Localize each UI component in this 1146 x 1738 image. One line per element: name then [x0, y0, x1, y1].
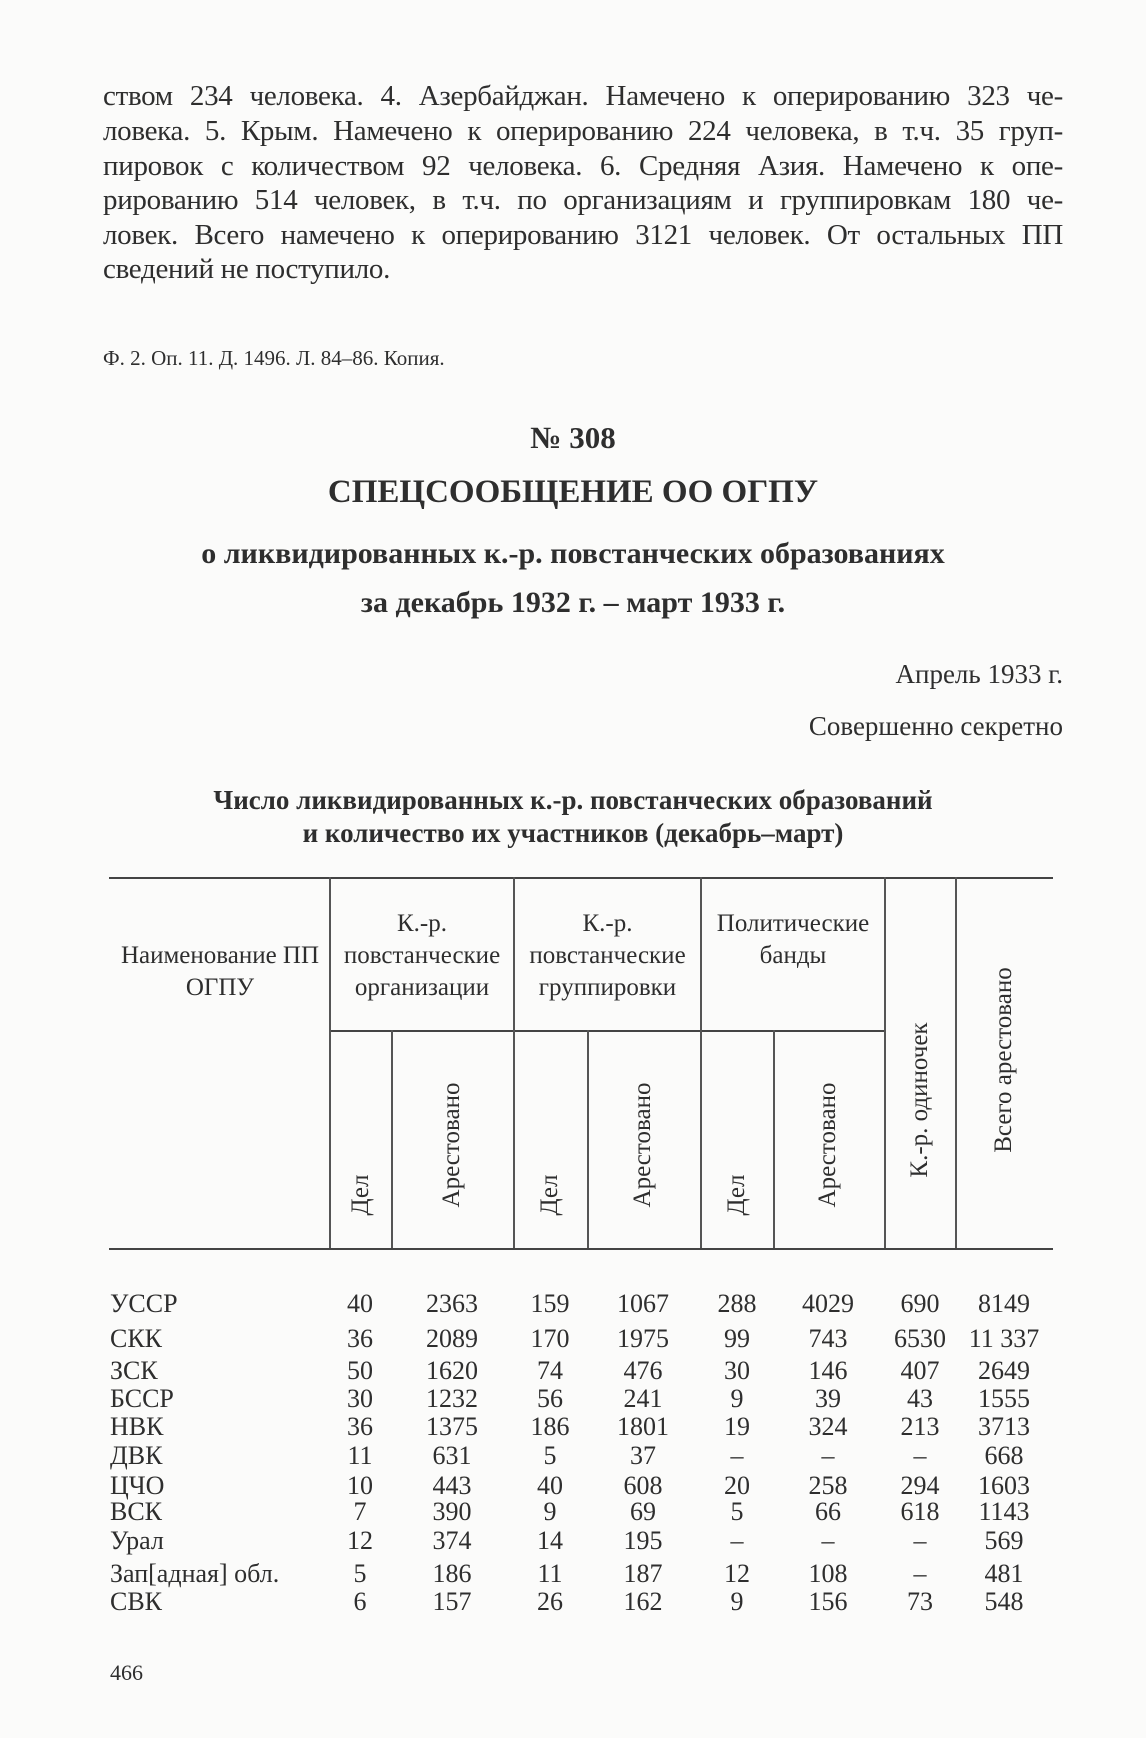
table-cell: 162	[623, 1587, 663, 1616]
table-cell: 74	[537, 1356, 563, 1385]
document-subtitle-1: о ликвидированных к.-р. повстанческих образованиях	[201, 537, 945, 570]
table-cell: 2363	[426, 1289, 478, 1318]
table-cell: 213	[900, 1412, 940, 1441]
table-cell: 43	[907, 1384, 933, 1413]
text-line: сведений не поступило.	[103, 253, 391, 285]
column-divider	[955, 877, 957, 1248]
table-cell: 69	[630, 1497, 656, 1526]
table-cell: 294	[900, 1471, 940, 1500]
table-cell: 608	[623, 1471, 663, 1500]
header-arrested: Арестовано	[629, 1082, 656, 1208]
table-cell: 1143	[978, 1497, 1030, 1526]
table-cell: 4029	[802, 1289, 854, 1318]
table-cell: 481	[984, 1559, 1024, 1588]
table-cell: 3713	[978, 1412, 1030, 1441]
table-cell: 407	[900, 1356, 940, 1385]
row-label: НВК	[110, 1412, 164, 1441]
table-cell: 1555	[978, 1384, 1030, 1413]
table-cell: 743	[808, 1324, 848, 1353]
table-cell: 631	[432, 1441, 472, 1470]
table-cell: 5	[730, 1497, 744, 1526]
header-bands: Политические банды	[716, 910, 870, 969]
document-title: СПЕЦСООБЩЕНИЕ ОО ОГПУ	[327, 474, 819, 510]
table-cell: –	[821, 1441, 835, 1470]
table-cell: 6	[353, 1587, 367, 1616]
table-title-2: и количество их участников (декабрь–март)	[302, 818, 844, 848]
header-singles: К.-р. одиночек	[906, 1022, 933, 1178]
column-divider	[391, 1030, 393, 1248]
table-cell: 195	[623, 1526, 663, 1555]
table-cell: 50	[347, 1356, 373, 1385]
document-number: № 308	[530, 420, 616, 455]
column-divider	[700, 877, 702, 1248]
table-cell: 324	[808, 1412, 848, 1441]
table-cell: 1620	[426, 1356, 478, 1385]
table-cell: 26	[537, 1587, 563, 1616]
row-label: ДВК	[110, 1441, 163, 1470]
table-cell: 5	[543, 1441, 557, 1470]
table-cell: 1975	[617, 1324, 669, 1353]
header-groupings: К.-р. повстанческие группировки	[529, 910, 686, 1001]
row-label: БССР	[110, 1384, 174, 1413]
table-cell: 2649	[978, 1356, 1030, 1385]
table-cell: 1603	[978, 1471, 1030, 1500]
header-arrested: Арестовано	[438, 1082, 465, 1208]
text-line: ством 234 человека. 4. Азербайджан. Намечено к оперированию 323 че-	[103, 80, 1063, 112]
table-cell: 10	[347, 1471, 373, 1500]
table-cell: 6530	[894, 1324, 946, 1353]
row-label: УССР	[110, 1289, 178, 1318]
table-cell: 443	[432, 1471, 472, 1500]
table-cell: 668	[984, 1441, 1024, 1470]
table-cell: –	[913, 1526, 927, 1555]
table-cell: 40	[347, 1289, 373, 1318]
table-cell: 1801	[617, 1412, 669, 1441]
table-cell: 9	[730, 1587, 744, 1616]
table-title-1: Число ликвидированных к.-р. повстанческих образований	[213, 785, 933, 815]
table-cell: 36	[347, 1324, 373, 1353]
table-cell: 73	[907, 1587, 933, 1616]
table-cell: 39	[815, 1384, 841, 1413]
table-cell: 690	[900, 1289, 940, 1318]
table-cell: 66	[815, 1497, 841, 1526]
table-cell: 618	[900, 1497, 940, 1526]
table-cell: 1375	[426, 1412, 478, 1441]
row-label: Зап[адная] обл.	[110, 1559, 280, 1588]
table-cell: 56	[537, 1384, 563, 1413]
row-label: ЦЧО	[110, 1471, 165, 1500]
table-cell: 170	[530, 1324, 570, 1353]
table-cell: 20	[724, 1471, 750, 1500]
document-date: Апрель 1933 г.	[895, 659, 1063, 689]
row-label: СВК	[110, 1587, 163, 1616]
table-cell: 99	[724, 1324, 750, 1353]
header-organizations: К.-р. повстанческие организации	[343, 910, 501, 1001]
table-cell: 548	[984, 1587, 1024, 1616]
table-cell: –	[821, 1526, 835, 1555]
header-cases: Дел	[347, 1174, 374, 1216]
column-divider	[329, 877, 331, 1248]
table-cell: 146	[808, 1356, 848, 1385]
table-cell: 186	[432, 1559, 472, 1588]
table-cell: 569	[984, 1526, 1024, 1555]
table-cell: 37	[630, 1441, 656, 1470]
table-cell: 19	[724, 1412, 750, 1441]
table-cell: 36	[347, 1412, 373, 1441]
table-cell: 40	[537, 1471, 563, 1500]
table-cell: 8149	[978, 1289, 1030, 1318]
table-cell: 374	[432, 1526, 472, 1555]
row-label: Урал	[110, 1526, 164, 1555]
table-cell: 1067	[617, 1289, 669, 1318]
table-cell: 1232	[426, 1384, 478, 1413]
table-cell: 30	[724, 1356, 750, 1385]
table-cell: 2089	[426, 1324, 478, 1353]
document-subtitle-2: за декабрь 1932 г. – март 1933 г.	[360, 586, 786, 619]
table-cell: 11	[347, 1441, 373, 1470]
table-cell: 108	[808, 1559, 848, 1588]
column-divider	[513, 877, 515, 1248]
column-divider	[773, 1030, 775, 1248]
table-cell: –	[730, 1441, 744, 1470]
header-name: Наименование ПП ОГПУ	[120, 942, 320, 1001]
source-note: Ф. 2. Оп. 11. Д. 1496. Л. 84–86. Копия.	[103, 346, 445, 370]
text-line: пировок с количеством 92 человека. 6. Средняя Азия. Намечено к опе-	[103, 150, 1063, 182]
table-cell: 5	[353, 1559, 367, 1588]
text-line: ловека. 5. Крым. Намечено к оперированию 224 человека, в т.ч. 35 груп-	[103, 115, 1063, 147]
header-arrested: Арестовано	[814, 1082, 841, 1208]
table-cell: 7	[353, 1497, 367, 1526]
table-cell: –	[913, 1441, 927, 1470]
table-cell: 12	[724, 1559, 750, 1588]
table-cell: 241	[623, 1384, 663, 1413]
table-cell: –	[913, 1559, 927, 1588]
table-cell: 156	[808, 1587, 848, 1616]
column-divider	[884, 877, 886, 1248]
table-cell: 157	[432, 1587, 472, 1616]
table-top-rule	[109, 877, 1053, 879]
table-cell: 186	[530, 1412, 570, 1441]
table-cell: 9	[543, 1497, 557, 1526]
table-cell: 12	[347, 1526, 373, 1555]
table-cell: 288	[717, 1289, 757, 1318]
header-bottom-rule	[109, 1248, 1053, 1250]
table-cell: 187	[623, 1559, 663, 1588]
header-total: Всего арестовано	[990, 967, 1017, 1153]
table-cell: 9	[730, 1384, 744, 1413]
column-divider	[587, 1030, 589, 1248]
table-cell: 11	[537, 1559, 563, 1588]
page-number: 466	[110, 1660, 143, 1685]
table-cell: 159	[530, 1289, 570, 1318]
classification-stamp: Совершенно секретно	[808, 711, 1063, 741]
text-line: ловек. Всего намечено к оперированию 3121 человек. От остальных ПП	[103, 219, 1063, 251]
table-cell: 476	[623, 1356, 663, 1385]
table-cell: 11 337	[968, 1324, 1040, 1353]
text-line: рированию 514 человек, в т.ч. по организациям и группировкам 180 че-	[103, 184, 1063, 216]
table-cell: 258	[808, 1471, 848, 1500]
row-label: СКК	[110, 1324, 163, 1353]
header-cases: Дел	[536, 1174, 563, 1216]
row-label: ЗСК	[110, 1356, 158, 1385]
table-cell: 30	[347, 1384, 373, 1413]
header-cases: Дел	[723, 1174, 750, 1216]
table-cell: 390	[432, 1497, 472, 1526]
table-cell: 14	[537, 1526, 563, 1555]
table-cell: –	[730, 1526, 744, 1555]
header-divider	[329, 1030, 884, 1032]
row-label: ВСК	[110, 1497, 163, 1526]
